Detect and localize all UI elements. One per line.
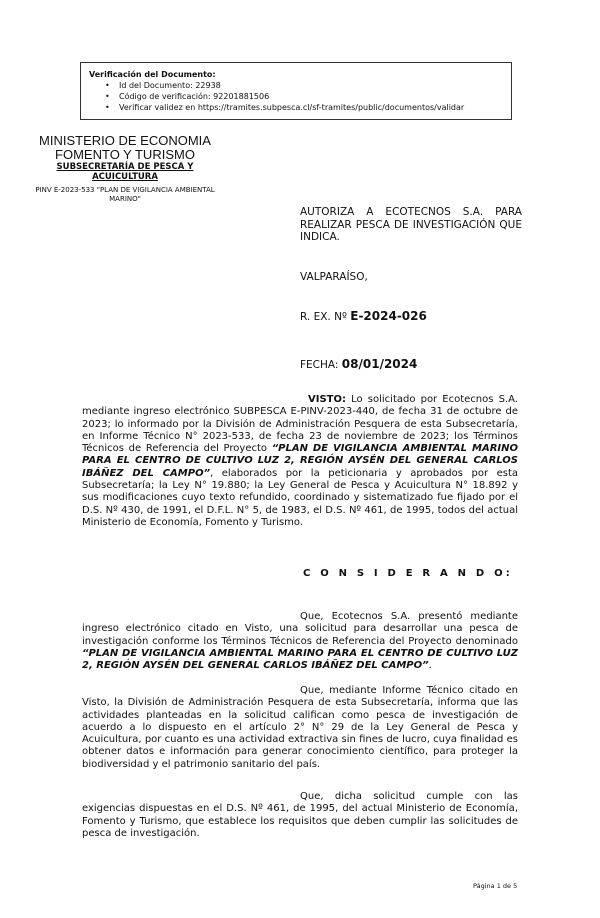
resolution-date-label: FECHA: (300, 359, 339, 371)
visto-paragraph (82, 394, 518, 529)
ministry-header (30, 134, 220, 162)
pinv-reference: PINV E-2023-533 "PLAN DE VIGILANCIA AMBIENTAL MARINO" (35, 186, 215, 203)
verification-title: Verificación del Documento: (89, 70, 216, 79)
considerando-1-project-title: “PLAN DE VIGILANCIA AMBIENTAL MARINO PARA EL CENTRO DE CULTIVO LUZ 2, REGIÓN AYSÉN DEL GENERAL CARLOS IBÁÑEZ DEL CAMPO” (82, 647, 518, 672)
resolution-date-value: 08/01/2024 (341, 357, 418, 371)
resolution-number-label: R. EX. Nº (300, 311, 347, 323)
considerando-1-text: Que, Ecotecnos S.A. presentó mediante ingreso electrónico citado en Visto, una solicitud para desarrollar una pesca de investigación conforme los Términos Técnicos de Referencia del Proyecto denominado (82, 611, 518, 647)
considerando-3-text: Que, dicha solicitud cumple con las exigencias dispuestas en el D.S. Nº 461, de 1995, del actual Ministerio de Economía, Fomento y Turismo, que establece los requisitos que deben cumplir las solicitudes de pesca de investigación. (82, 791, 518, 839)
resolution-subject: AUTORIZA A ECOTECNOS S.A. PARA REALIZAR PESCA DE INVESTIGACIÓN QUE INDICA. (300, 206, 522, 243)
visto-label: VISTO: (308, 394, 346, 405)
considerando-2-text: Que, mediante Informe Técnico citado en Visto, la División de Administración Pesquera de esta Subsecretaría, informa que las actividades planteadas en la solicitud califican como pesca de investigación de acuerdo a lo dispuesto en el artículo 2° N° 29 de la Ley General de Pesca y Acuicultura, por cuanto es una actividad extractiva sin fines de lucro, cuya finalidad es obtener datos e información para generar conocimiento científico, para proteger la biodiversidad y el patrimonio sanitario del país. (82, 685, 518, 770)
considerando-1-end: . (428, 660, 432, 672)
resolution-number (300, 309, 427, 323)
subsecretaria-label: SUBSECRETARÍA DE PESCA Y ACUICULTURA (56, 162, 194, 182)
visto-text-2: , elaborados por la peticionaria y aprobados por esta Subsecretaría; la Ley N° 19.880; la Ley General de Pesca y Acuicultura N° 18.892 y sus modificaciones cuyo texto refundido, coordinado y sistematizado fue fijado por el D.S. Nº 430, de 1991, el D.F.L. N° 5, de 1983, el D.S. Nº 461, de 1995, todos del actual Ministerio de Economía, Fomento y Turismo. (82, 467, 518, 528)
verification-id: • Id del Documento: 22938 (119, 80, 505, 91)
page-number: Página 1 de 5 (473, 882, 518, 890)
considerando-heading: C O N S I D E R A N D O: (303, 568, 513, 579)
resolution-date (300, 357, 417, 371)
resolution-number-value: E-2024-026 (350, 309, 427, 323)
ministry-line-2: FOMENTO Y TURISMO (55, 147, 195, 162)
verification-box (80, 62, 512, 120)
visto-project-title: “PLAN DE VIGILANCIA AMBIENTAL MARINO PARA EL CENTRO DE CULTIVO LUZ 2, REGIÓN AYSÉN DEL GENERAL CARLOS IBÁÑEZ DEL CAMPO” (82, 443, 518, 479)
visto-text-1: Lo solicitado por Ecotecnos S.A. mediante ingreso electrónico SUBPESCA E-PINV-2023-440, de fecha 31 de octubre de 2023; lo informado por la División de Administración Pesquera de esta Subsecretaría, en Informe Técnico N° 2023-533, de fecha 23 de noviembre de 2023; los Términos Técnicos de Referencia del Proyecto (82, 394, 518, 455)
place-label: VALPARAÍSO, (300, 271, 368, 283)
verification-url[interactable]: • Verificar validez en https://tramites.subpesca.cl/sf-tramites/public/documentos/validar (119, 102, 505, 113)
considerando-paragraph-1 (82, 611, 518, 672)
verification-code: • Código de verificación: 92201881506 (119, 91, 505, 102)
considerando-paragraph-3 (82, 791, 518, 840)
verification-list (89, 80, 505, 113)
considerando-paragraph-2 (82, 685, 518, 771)
ministry-line-1: MINISTERIO DE ECONOMIA (39, 133, 211, 148)
